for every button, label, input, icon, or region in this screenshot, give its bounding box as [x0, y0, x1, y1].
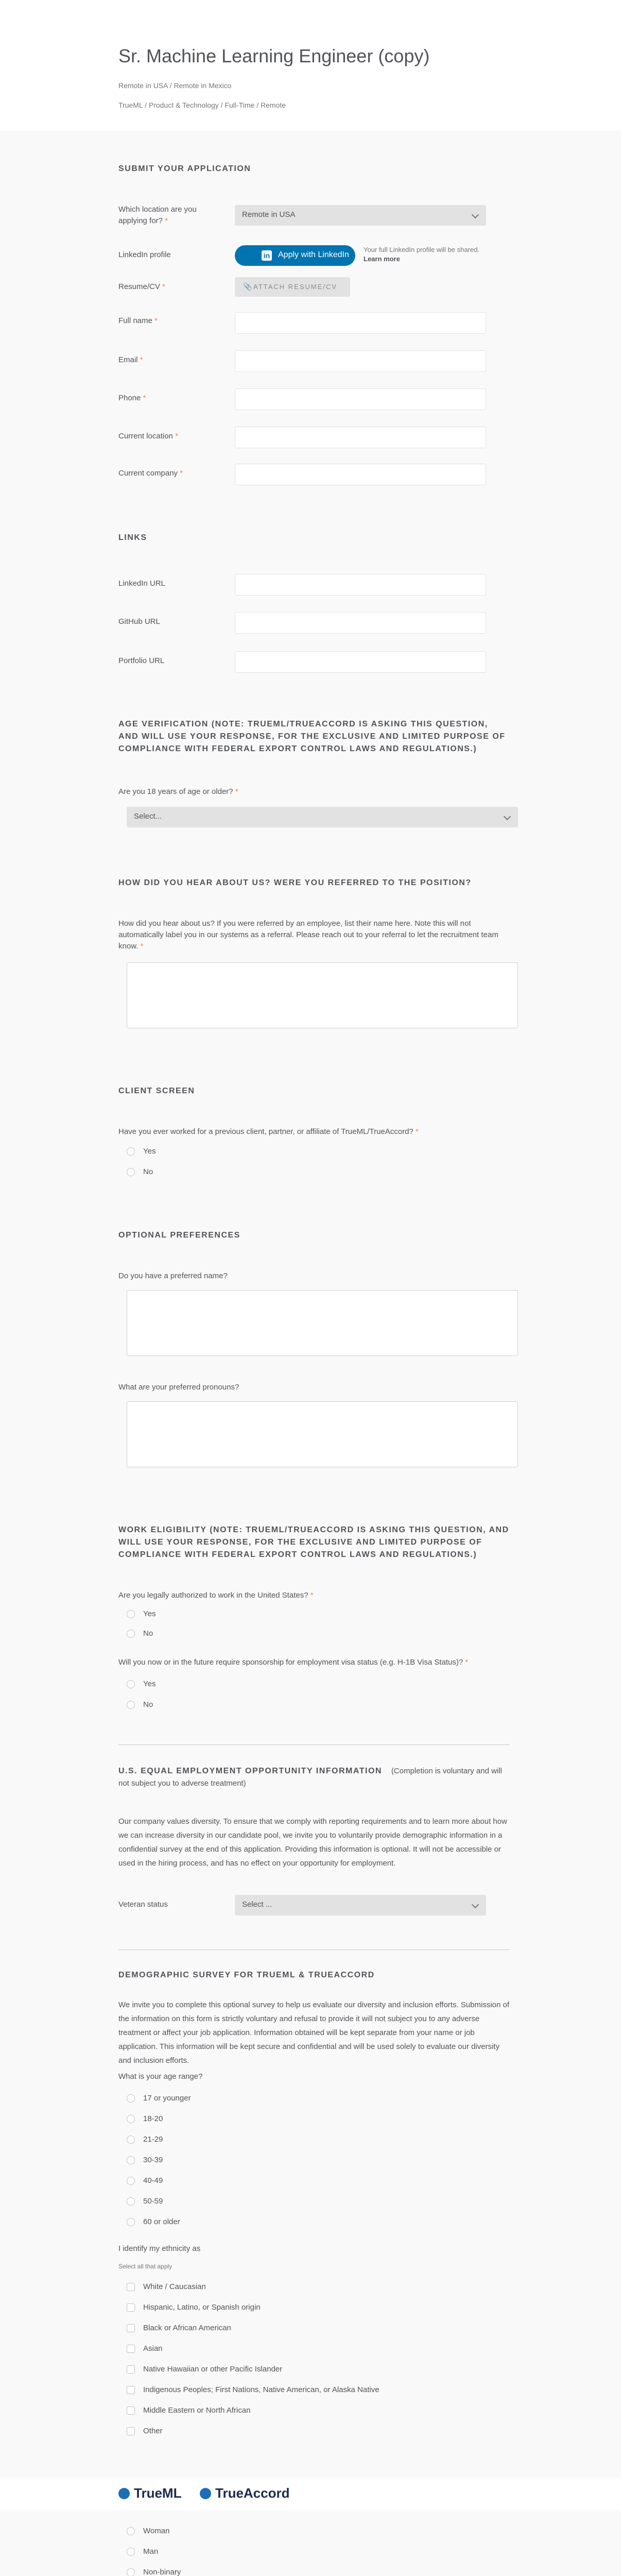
ethnicity-question: I identify my ethnicity as	[118, 2244, 201, 2253]
sponsorship-question: Will you now or in the future require sponsorship for employment visa status (e.g. H-1B Visa Status)? *	[118, 1658, 469, 1667]
section-title-age: AGE VERIFICATION (NOTE: TRUEML/TRUEACCORD IS ASKING THIS QUESTION, AND WILL USE YOUR RESPONSE, FOR THE EXCLUSIVE AND LIMITED PURPOSE OF COMPLIANCE WITH FEDERAL EXPORT CONTROL LAWS AND REGULATIONS.)	[118, 720, 506, 753]
learn-more-link[interactable]: Learn more	[364, 255, 400, 263]
paperclip-icon: 📎	[243, 282, 253, 291]
attach-resume-button[interactable]: 📎 ATTACH RESUME/CV	[235, 277, 350, 297]
referral-textarea[interactable]	[127, 962, 518, 1028]
ethnicity-option[interactable]: Hispanic, Latino, or Spanish origin	[127, 2302, 261, 2313]
github-url-input[interactable]	[235, 612, 486, 634]
sponsorship-option[interactable]: No	[127, 1699, 153, 1710]
trueaccord-mark-icon	[200, 2488, 211, 2499]
linkedin-url-input[interactable]	[235, 574, 486, 596]
posting-locations: Remote in USA / Remote in Mexico	[118, 81, 232, 90]
email-input[interactable]	[235, 350, 486, 372]
age-range-option[interactable]: 60 or older	[127, 2216, 180, 2228]
age-question: Are you 18 years of age or older? *	[118, 787, 238, 796]
radio-button[interactable]	[127, 1630, 135, 1638]
radio-button[interactable]	[127, 1680, 135, 1688]
github-url-label: GitHub URL	[118, 617, 160, 626]
trueaccord-logo: TrueAccord	[200, 2485, 290, 2501]
radio-button[interactable]	[127, 2548, 135, 2556]
section-title-demographics: DEMOGRAPHIC SURVEY FOR TRUEML & TRUEACCORD	[118, 1971, 375, 1979]
work-authorization-option[interactable]: Yes	[127, 1608, 156, 1620]
gender-option[interactable]: Non-binary	[127, 2567, 181, 2576]
section-title-work-eligibility: WORK ELIGIBILITY (NOTE: TRUEML/TRUEACCORD IS ASKING THIS QUESTION, AND WILL USE YOUR RESPONSE, FOR THE EXCLUSIVE AND LIMITED PURPOSE OF COMPLIANCE WITH FEDERAL EXPORT CONTROL LAWS AND REGULATIONS.)	[118, 1526, 509, 1559]
checkbox[interactable]	[127, 2283, 135, 2291]
age-range-option[interactable]: 17 or younger	[127, 2093, 191, 2104]
ethnicity-option[interactable]: Black or African American	[127, 2323, 231, 2334]
linkedin-icon: in	[262, 250, 272, 261]
eeo-paragraph: Our company values diversity. To ensure that we comply with reporting requirements and to learn more about how we can increase diversity in our candidate pool, we invite you to voluntarily provide demographic information in a confidential survey at the end of this application. Providing this information is optional. It will not be accessible or used in the hiring process, and has no effect on your opportunity for employment.	[118, 1817, 507, 1868]
preferred-name-textarea[interactable]	[127, 1290, 518, 1356]
gender-option[interactable]: Woman	[127, 2526, 169, 2537]
current-company-label: Current company *	[118, 469, 183, 478]
preferred-name-question: Do you have a preferred name?	[118, 1272, 228, 1280]
current-location-input[interactable]	[235, 427, 486, 448]
ethnicity-option[interactable]: Native Hawaiian or other Pacific Islander	[127, 2364, 282, 2375]
ethnicity-option[interactable]: Other	[127, 2426, 163, 2437]
radio-button[interactable]	[127, 2136, 135, 2144]
radio-button[interactable]	[127, 1147, 135, 1156]
divider	[118, 1744, 510, 1745]
portfolio-url-input[interactable]	[235, 651, 486, 673]
radio-button[interactable]	[127, 1701, 135, 1709]
checkbox[interactable]	[127, 2365, 135, 2374]
trueml-mark-icon	[118, 2488, 130, 2499]
age-range-option[interactable]: 30-39	[127, 2155, 163, 2166]
brand-logo-bar	[0, 2478, 621, 2510]
gender-option[interactable]: Man	[127, 2546, 158, 2557]
checkbox[interactable]	[127, 2427, 135, 2435]
location-label: Which location are you applying for? *	[118, 205, 197, 225]
sponsorship-option[interactable]: Yes	[127, 1679, 156, 1690]
age-range-option[interactable]: 50-59	[127, 2196, 163, 2207]
age-range-option[interactable]: 40-49	[127, 2175, 163, 2187]
radio-button[interactable]	[127, 1610, 135, 1618]
work-authorization-option[interactable]: No	[127, 1628, 153, 1639]
radio-button[interactable]	[127, 2527, 135, 2535]
linkedin-profile-label: LinkedIn profile	[118, 250, 171, 259]
work-authorization-question: Are you legally authorized to work in the United States? *	[118, 1591, 314, 1600]
ethnicity-option[interactable]: Indigenous Peoples; First Nations, Native American, or Alaska Native	[127, 2384, 380, 2396]
radio-button[interactable]	[127, 2218, 135, 2226]
phone-label: Phone *	[118, 394, 146, 402]
checkbox[interactable]	[127, 2386, 135, 2394]
radio-button[interactable]	[127, 2197, 135, 2206]
ethnicity-option[interactable]: Asian	[127, 2343, 163, 2354]
radio-button[interactable]	[127, 2568, 135, 2576]
posting-header	[0, 0, 621, 131]
trueml-logo: TrueML	[118, 2485, 181, 2501]
checkbox[interactable]	[127, 2345, 135, 2353]
linkedin-note: Your full LinkedIn profile will be shared. Learn more	[364, 246, 479, 263]
section-title-links: LINKS	[118, 533, 147, 542]
checkbox[interactable]	[127, 2324, 135, 2332]
chevron-down-icon	[504, 813, 511, 820]
posting-categories: TrueML / Product & Technology / Full-Time / Remote	[118, 101, 286, 109]
pronouns-question: What are your preferred pronouns?	[118, 1383, 239, 1392]
section-title-application: SUBMIT YOUR APPLICATION	[118, 164, 251, 173]
current-company-input[interactable]	[235, 464, 486, 485]
age-range-question: What is your age range?	[118, 2072, 203, 2081]
veteran-status-label: Veteran status	[118, 1900, 168, 1909]
client-screen-option[interactable]: No	[127, 1166, 153, 1178]
section-title-eeo: U.S. EQUAL EMPLOYMENT OPPORTUNITY INFORMATION (Completion is voluntary and will not subject you to adverse treatment)	[118, 1767, 502, 1788]
demographics-paragraph: We invite you to complete this optional survey to help us evaluate our diversity and inclusion efforts. Submission of the information on this form is strictly voluntary and refusal to provide it will not subject you to any adverse treatment or affect your job application. Information obtained will be kept separate from your name or job application. This information will be kept secure and confidential and will be used solely to evaluate our diversity and inclusion efforts.	[118, 2001, 510, 2065]
section-title-referral: HOW DID YOU HEAR ABOUT US? WERE YOU REFERRED TO THE POSITION?	[118, 878, 472, 887]
client-screen-option[interactable]: Yes	[127, 1146, 156, 1157]
page-title: Sr. Machine Learning Engineer (copy)	[118, 45, 430, 66]
portfolio-url-label: Portfolio URL	[118, 656, 165, 665]
phone-input[interactable]	[235, 388, 486, 410]
radio-button[interactable]	[127, 1168, 135, 1176]
full-name-label: Full name *	[118, 316, 158, 325]
ethnicity-hint: Select all that apply	[118, 2263, 173, 2270]
veteran-status-select[interactable]: Select ...	[235, 1895, 486, 1916]
section-title-client-screen: CLIENT SCREEN	[118, 1087, 195, 1095]
age-select[interactable]: Select...	[127, 807, 518, 827]
resume-label: Resume/CV *	[118, 282, 165, 291]
section-title-preferences: OPTIONAL PREFERENCES	[118, 1231, 240, 1240]
radio-button[interactable]	[127, 2115, 135, 2123]
chevron-down-icon	[472, 211, 479, 218]
referral-question: How did you hear about us? If you were referred by an employee, list their name here. Note this will not automatically label you in our systems as a referral. Please reach out to your referral to let the recruitment team know. *	[118, 919, 498, 951]
linkedin-url-label: LinkedIn URL	[118, 579, 165, 588]
ethnicity-option[interactable]: Middle Eastern or North African	[127, 2405, 250, 2416]
checkbox[interactable]	[127, 2406, 135, 2415]
client-screen-question: Have you ever worked for a previous client, partner, or affiliate of TrueML/TrueAccord? *	[118, 1127, 419, 1136]
radio-button[interactable]	[127, 2094, 135, 2103]
location-select[interactable]: Remote in USA	[235, 205, 486, 226]
ethnicity-option[interactable]: White / Caucasian	[127, 2281, 206, 2293]
radio-button[interactable]	[127, 2156, 135, 2164]
radio-button[interactable]	[127, 2177, 135, 2185]
email-label: Email *	[118, 355, 143, 364]
age-range-option[interactable]: 21-29	[127, 2134, 163, 2145]
current-location-label: Current location *	[118, 432, 178, 440]
checkbox[interactable]	[127, 2303, 135, 2312]
age-range-option[interactable]: 18-20	[127, 2113, 163, 2125]
pronouns-textarea[interactable]	[127, 1401, 518, 1467]
apply-with-linkedin-button[interactable]: in Apply with LinkedIn	[235, 245, 355, 266]
chevron-down-icon	[472, 1901, 479, 1908]
full-name-input[interactable]	[235, 312, 486, 334]
